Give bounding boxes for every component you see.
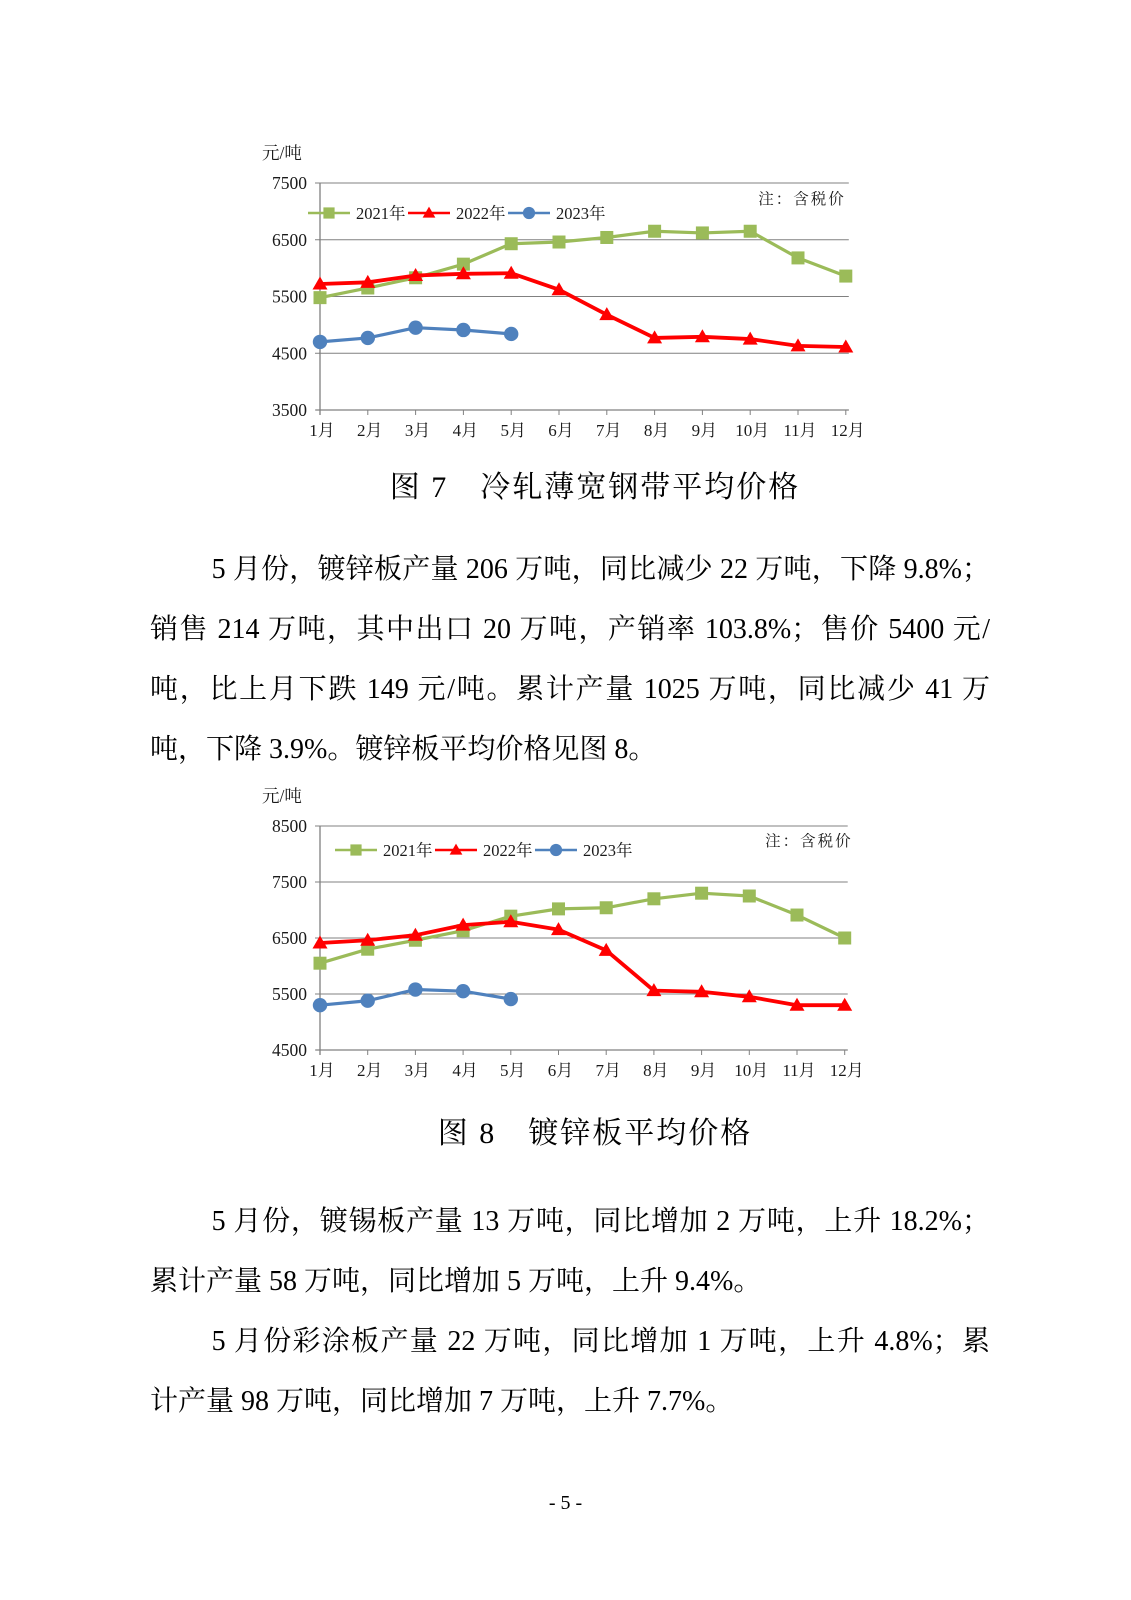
legend-item-2021年 bbox=[308, 203, 406, 223]
paragraph-tinplate bbox=[150, 1192, 990, 1312]
square-marker bbox=[314, 292, 326, 304]
x-tick-label: 1月 bbox=[309, 421, 335, 440]
text-line: 吨，比上月下跌 149 元/吨。累计产量 1025 万吨，同比减少 41 万 bbox=[150, 674, 990, 705]
y-tick-label: 5500 bbox=[272, 286, 307, 307]
page-number-footer: - 5 - bbox=[548, 1492, 583, 1514]
x-tick-label: 1月 bbox=[309, 1061, 335, 1080]
circle-marker bbox=[504, 992, 518, 1006]
x-tick-label: 9月 bbox=[691, 421, 718, 440]
y-tick-label: 7500 bbox=[272, 173, 307, 193]
y-tick-label: 3500 bbox=[272, 400, 307, 420]
x-tick-label: 11月 bbox=[783, 421, 817, 440]
circle-marker bbox=[361, 994, 375, 1008]
x-tick-label: 6月 bbox=[547, 1061, 574, 1080]
figure7-series-2021年 bbox=[314, 225, 852, 303]
figure8-series-2023年 bbox=[313, 982, 518, 1012]
x-tick-label: 5月 bbox=[500, 421, 526, 440]
square-marker bbox=[601, 231, 613, 243]
square-marker bbox=[324, 208, 334, 218]
x-tick-label: 2月 bbox=[357, 421, 383, 440]
figure8-plot-area bbox=[240, 766, 930, 1086]
x-tick-label: 8月 bbox=[643, 1061, 669, 1080]
x-tick-label: 4月 bbox=[452, 421, 479, 440]
y-tick-label: 8500 bbox=[272, 816, 307, 836]
legend-item-2023年 bbox=[535, 840, 633, 860]
legend-label: 2022年 bbox=[483, 841, 533, 860]
x-tick-label: 6月 bbox=[548, 421, 574, 440]
y-axis-unit-label: 元/吨 bbox=[262, 143, 302, 163]
square-marker bbox=[791, 909, 803, 921]
square-marker bbox=[351, 845, 361, 855]
legend-label: 2021年 bbox=[356, 204, 406, 223]
x-tick-label: 10月 bbox=[735, 421, 770, 440]
legend-label: 2021年 bbox=[383, 841, 433, 860]
x-tick-label: 12月 bbox=[829, 1061, 864, 1080]
series-line bbox=[320, 231, 846, 297]
figure8-series-2021年 bbox=[314, 887, 851, 969]
legend-label: 2022年 bbox=[456, 204, 506, 223]
circle-marker bbox=[408, 321, 422, 335]
text-line: 销售 214 万吨，其中出口 20 万吨，产销率 103.8%；售价 5400 元/ bbox=[150, 614, 990, 645]
text-line: 5 月份，镀锡板产量 13 万吨，同比增加 2 万吨，上升 18.2%； bbox=[211, 1206, 990, 1237]
x-tick-label: 3月 bbox=[404, 1061, 431, 1080]
text-line: 5 月份彩涂板产量 22 万吨，同比增加 1 万吨，上升 4.8%；累 bbox=[211, 1326, 990, 1357]
square-marker bbox=[649, 225, 661, 237]
figure7-caption: 图 7 冷轧薄宽钢带平均价格 bbox=[389, 471, 801, 504]
x-tick-label: 5月 bbox=[500, 1061, 526, 1080]
x-tick-label: 11月 bbox=[782, 1061, 816, 1080]
square-marker bbox=[696, 227, 708, 239]
square-marker bbox=[840, 270, 852, 282]
square-marker bbox=[314, 957, 326, 969]
circle-marker bbox=[408, 982, 422, 996]
square-marker bbox=[743, 890, 755, 902]
paragraph-galvanized-sheet bbox=[150, 540, 990, 780]
square-marker bbox=[553, 903, 565, 915]
circle-marker bbox=[456, 984, 470, 998]
circle-marker bbox=[456, 323, 470, 337]
x-tick-label: 2月 bbox=[356, 1061, 383, 1080]
square-marker bbox=[744, 225, 756, 237]
square-marker bbox=[600, 902, 612, 914]
series-line bbox=[320, 273, 846, 347]
tax-included-note: 注：含税价 bbox=[765, 833, 853, 850]
legend-item-2021年 bbox=[335, 840, 433, 860]
legend-label: 2023年 bbox=[583, 841, 633, 860]
circle-marker bbox=[313, 998, 327, 1012]
circle-marker bbox=[550, 844, 562, 856]
circle-marker bbox=[361, 331, 375, 345]
circle-marker bbox=[313, 335, 327, 349]
legend-item-2022年 bbox=[435, 840, 533, 860]
x-tick-label: 7月 bbox=[595, 1061, 621, 1080]
legend-item-2022年 bbox=[408, 203, 506, 223]
x-tick-label: 9月 bbox=[690, 1061, 717, 1080]
y-axis-unit-label: 元/吨 bbox=[262, 786, 302, 806]
x-tick-label: 3月 bbox=[404, 421, 431, 440]
square-marker bbox=[553, 236, 565, 248]
y-tick-label: 4500 bbox=[272, 343, 307, 364]
figure8-caption: 图 8 镀锌板平均价格 bbox=[437, 1117, 753, 1150]
x-tick-label: 12月 bbox=[830, 421, 865, 440]
square-marker bbox=[696, 887, 708, 899]
y-tick-label: 6500 bbox=[272, 229, 307, 250]
square-marker bbox=[792, 252, 804, 264]
square-marker bbox=[505, 238, 517, 250]
figure7-plot-area bbox=[240, 138, 930, 448]
figure8-chart bbox=[240, 766, 930, 1091]
y-tick-label: 5500 bbox=[272, 984, 307, 1004]
text-line: 计产量 98 万吨，同比增加 7 万吨，上升 7.7%。 bbox=[150, 1386, 734, 1417]
paragraph-color-coated bbox=[150, 1312, 990, 1432]
figure7-series-2022年 bbox=[313, 266, 854, 353]
text-line: 累计产量 58 万吨，同比增加 5 万吨，上升 9.4%。 bbox=[150, 1266, 762, 1297]
x-tick-label: 4月 bbox=[452, 1061, 478, 1080]
legend-label: 2023年 bbox=[556, 204, 606, 223]
y-tick-label: 6500 bbox=[272, 928, 307, 948]
circle-marker bbox=[523, 207, 535, 219]
series-line bbox=[320, 893, 845, 963]
x-tick-label: 7月 bbox=[596, 421, 622, 440]
y-tick-label: 7500 bbox=[272, 872, 307, 892]
x-tick-label: 10月 bbox=[734, 1061, 769, 1080]
x-tick-label: 8月 bbox=[643, 421, 670, 440]
figure7-chart bbox=[240, 138, 930, 453]
tax-included-note: 注：含税价 bbox=[758, 191, 846, 208]
square-marker bbox=[839, 932, 851, 944]
figure7-series-2023年 bbox=[313, 321, 519, 350]
text-line: 吨，下降 3.9%。镀锌板平均价格见图 8。 bbox=[150, 734, 657, 765]
legend-item-2023年 bbox=[508, 203, 606, 223]
text-line: 5 月份，镀锌板产量 206 万吨，同比减少 22 万吨，下降 9.8%； bbox=[211, 554, 990, 585]
y-tick-label: 4500 bbox=[272, 1040, 307, 1060]
square-marker bbox=[648, 893, 660, 905]
circle-marker bbox=[504, 327, 518, 341]
